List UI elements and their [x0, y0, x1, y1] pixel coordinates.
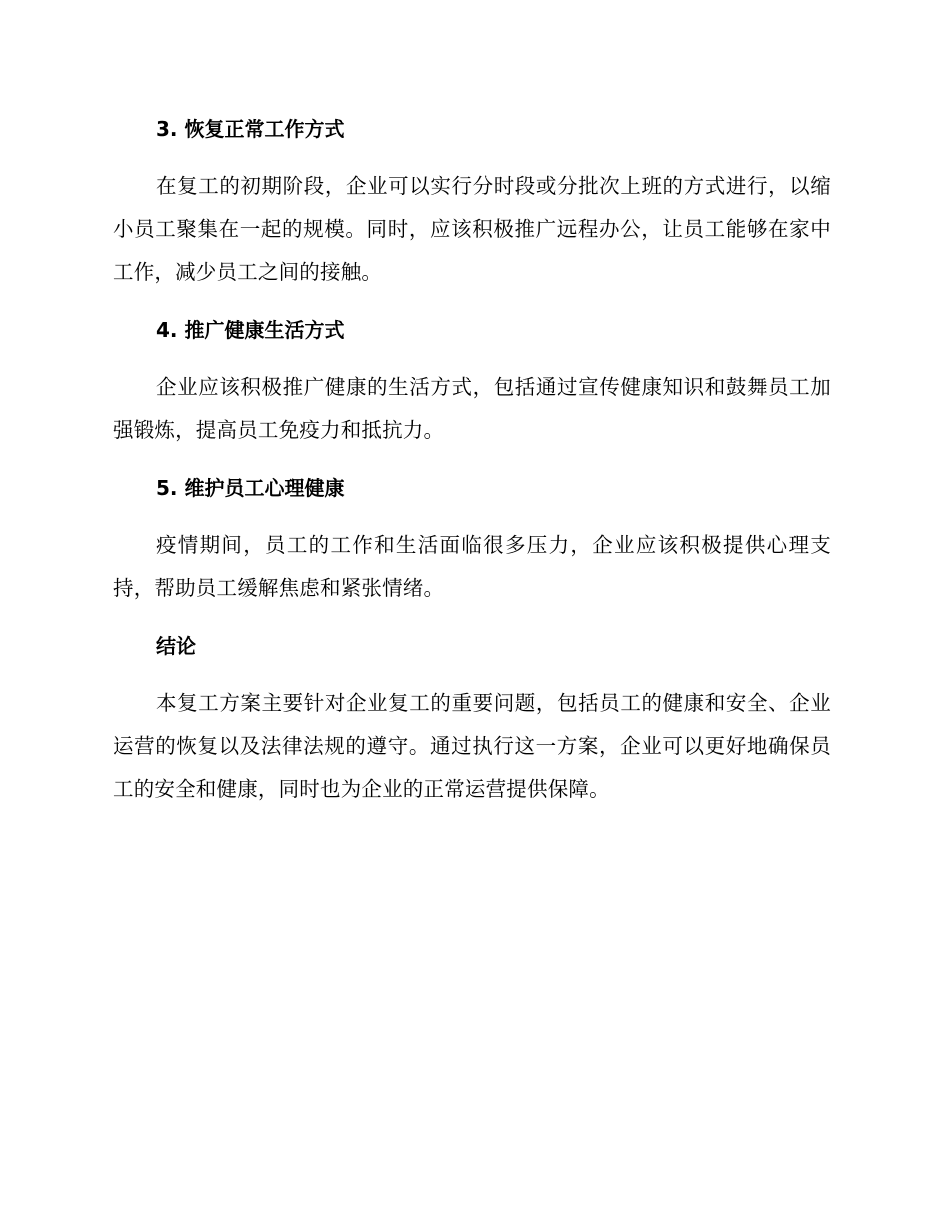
- section-heading: 4. 推广健康生活方式: [156, 318, 345, 342]
- section-heading: 5. 维护员工心理健康: [156, 476, 345, 500]
- section-heading: 3. 恢复正常工作方式: [156, 117, 345, 141]
- section-5: [113, 472, 831, 630]
- section-paragraph: 在复工的初期阶段，企业可以实行分时段或分批次上班的方式进行，以缩小员工聚集在一起的规模。同时，应该积极推广远程办公，让员工能够在家中工作，减少员工之间的接触。: [113, 174, 831, 284]
- section-paragraph: 疫情期间，员工的工作和生活面临很多压力，企业应该积极提供心理支持，帮助员工缓解焦虑和紧张情绪。: [113, 533, 831, 600]
- section-conclusion: [113, 630, 831, 811]
- section-3: [113, 113, 831, 314]
- section-4: [113, 314, 831, 472]
- section-paragraph: 本复工方案主要针对企业复工的重要问题，包括员工的健康和安全、企业运营的恢复以及法律法规的遵守。通过执行这一方案，企业可以更好地确保员工的安全和健康，同时也为企业的正常运营提供保障。: [113, 691, 831, 801]
- document-page: [113, 113, 831, 811]
- section-heading: 结论: [156, 634, 196, 658]
- section-paragraph: 企业应该积极推广健康的生活方式，包括通过宣传健康知识和鼓舞员工加强锻炼，提高员工免疫力和抵抗力。: [113, 375, 831, 442]
